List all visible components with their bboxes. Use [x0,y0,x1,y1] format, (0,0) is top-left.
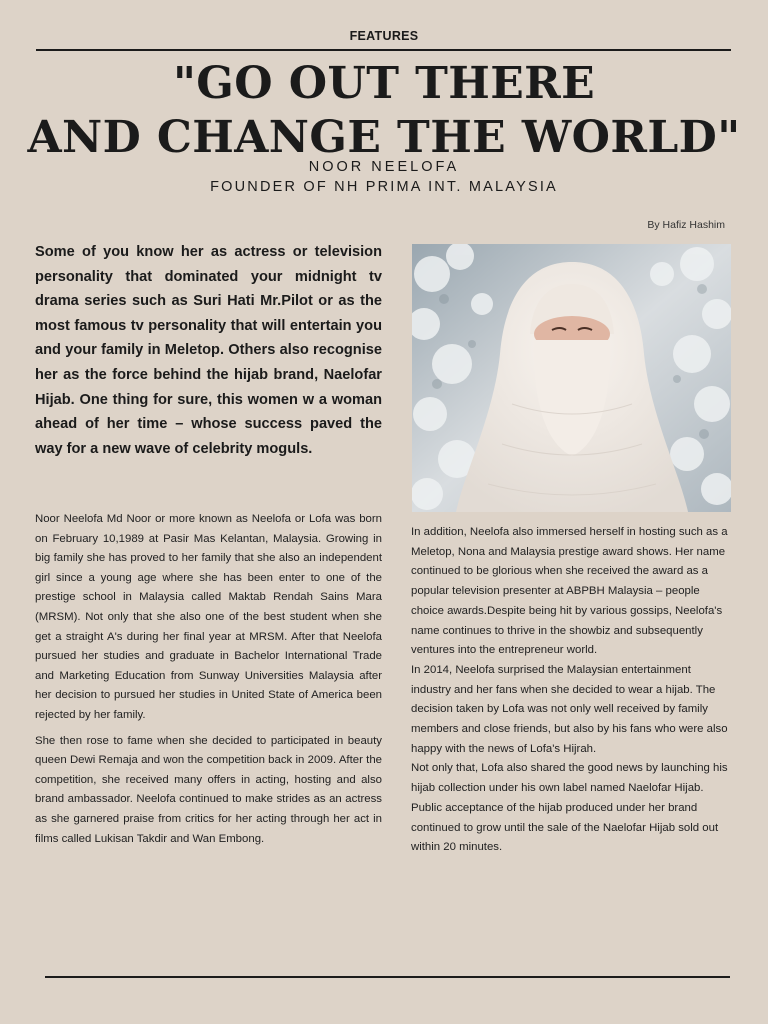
headline [0,57,768,165]
headline-line-2: AND CHANGE THE WORLD" [27,112,741,163]
section-label: FEATURES [349,29,419,43]
photo [412,244,731,512]
headline-line-1: "GO OUT THERE [172,58,596,109]
right-paragraph-2: In 2014, Neelofa surprised the Malaysian entertainment industry and her fans when she decided to wear a hijab. The decision taken by Lofa was not only well received by family members and close friends, but also by his fans who were also happy with the news of Lofa's Hijrah. [411,663,728,755]
right-paragraph-1: In addition, Neelofa also immersed herself in hosting such as a Meletop, Nona and Malaysia prestige award shows. Her name continued to be glorious when she received the award as a popular television presenter at ABPBH Malaysia – people choice awards.Despite being hit by various gossips, Neelofa's name continues to thrive in the showbiz and subsequently ventures into the entrepreneur world. [411,526,728,657]
lede-paragraph: Some of you know her as actress or television personality that dominated your midnight tv drama series such as Suri Hati Mr.Pilot or as the most famous tv personality that will entertain you and your family in Meletop. Others also recognise her as the force behind the hijab brand, Naelofar Hijab. One thing for sure, this women w a woman ahead of her time – whose success paved the way for a new wave of celebrity moguls. [35,244,382,457]
subject-title: FOUNDER OF NH PRIMA INT. MALAYSIA [210,179,558,195]
right-column [411,523,733,858]
left-paragraph-2: She then rose to fame when she decided to participated in beauty queen Dewi Remaja and won the competition back in 2009. After the competition, she received many offers in acting, hosting and also brand ambassador. Neelofa continued to make strides as an actress as she garnered praise from critics for her acting through her act in films called Lukisan Takdir and Wan Embong. [35,734,382,845]
left-column [35,510,382,855]
right-paragraph-3: Not only that, Lofa also shared the good news by launching his hijab collection under his own label named Naelofar Hijab. Public acceptance of the hijab produced under her brand continued to grow until the sale of the Naelofar Hijab sold out within 20 minutes. [411,762,728,854]
subject-name: NOOR NEELOFA [308,159,460,175]
left-paragraph-1: Noor Neelofa Md Noor or more known as Neelofa or Lofa was born on February 10,1989 at Pasir Mas Kelantan, Malaysia. Growing in big family she has proved to her family that she also an independent girl since a young age where she has been enter to one of the prestige school in Malaysia called Maktab Rendah Sains Mara (MRSM). Not only that she also one of the best student when she get a straight A's during her final year at MRSM. After that Neelofa pursued her studies and graduate in Bachelor International Trade and Marketing Education from Sunway Universities Malaysia after her decision to pursued her studies in United State of America been rejected by her family. [35,513,382,721]
top-rule [36,49,731,51]
bottom-rule [45,976,730,978]
byline: By Hafiz Hashim [647,219,725,231]
